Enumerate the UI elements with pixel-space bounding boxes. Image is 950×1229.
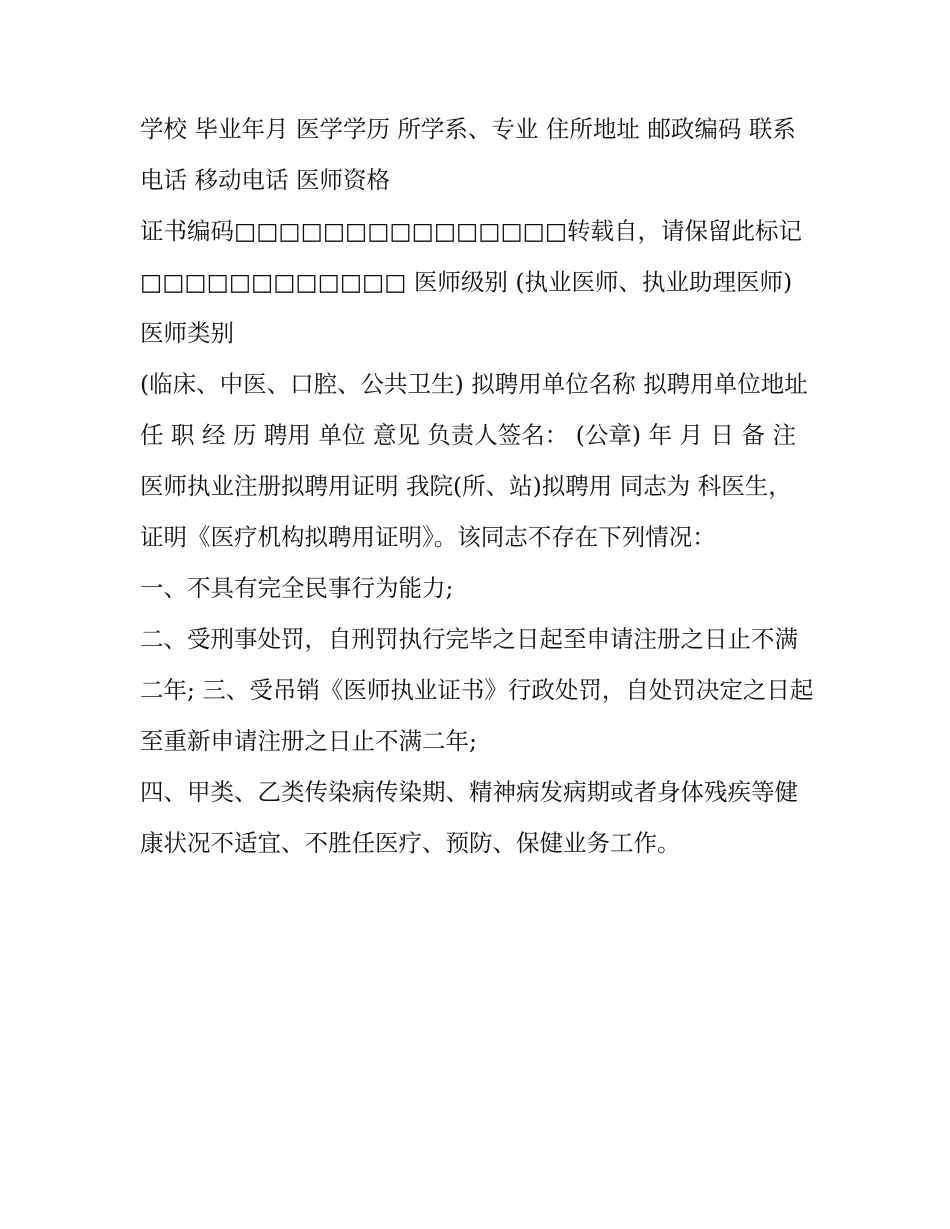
paragraph-condition-two-three: 二、受刑事处罚，自刑罚执行完毕之日起至申请注册之日止不满二年; 三、受吊销《医师执业证书》行政处罚，自处罚决定之日起至重新申请注册之日止不满二年;: [140, 625, 814, 755]
document-body: [140, 104, 814, 869]
paragraph-condition-four: 四、甲类、乙类传染病传染期、精神病发病期或者身体残疾等健康状况不适宜、不胜任医疗、预防、保健业务工作。: [140, 778, 798, 857]
paragraph-certificate-code: 证书编码□□□□□□□□□□□□□□□转载自，请保留此标记□□□□□□□□□□□□ 医师级别 (执业医师、执业助理医师) 医师类别: [140, 217, 803, 347]
paragraph-condition-one: 一、不具有完全民事行为能力;: [140, 574, 454, 602]
paragraph-employment-certificate: 医师执业注册拟聘用证明 我院(所、站)拟聘用 同志为 科医生，证明《医疗机构拟聘用证明》。该同志不存在下列情况：: [140, 472, 792, 551]
paragraph-personal-info: 学校 毕业年月 医学学历 所学系、专业 住所地址 邮政编码 联系电话 移动电话 医师资格: [140, 115, 796, 194]
paragraph-employer-info: (临床、中医、口腔、公共卫生) 拟聘用单位名称 拟聘用单位地址 任 职 经 历 聘用 单位 意见 负责人签名： (公章) 年 月 日 备 注: [140, 370, 808, 449]
